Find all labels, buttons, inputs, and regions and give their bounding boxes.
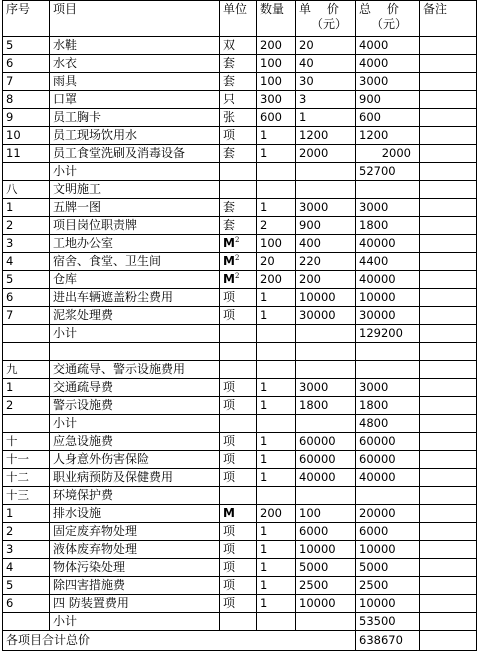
table-row [3, 127, 477, 145]
table-row [3, 361, 477, 379]
cell-total-price [356, 487, 420, 505]
cell-note [420, 307, 477, 325]
cell-note [420, 55, 477, 73]
cell-unit [220, 487, 257, 505]
table-row [3, 307, 477, 325]
cell-total-price: 20000 [356, 505, 420, 523]
cell-total-price: 53500 [356, 613, 420, 631]
cell-note [420, 541, 477, 559]
cell-unit-price: 900 [296, 217, 356, 235]
cell-note [420, 325, 477, 343]
cell-total-price: 52700 [356, 163, 420, 181]
cell-item: 雨具 [50, 73, 220, 91]
cell-item: 员工胸卡 [50, 109, 220, 127]
table-row [3, 541, 477, 559]
header-qty: 数量 [257, 1, 296, 37]
cell-total-price: 3000 [356, 199, 420, 217]
cell-seq [3, 163, 50, 181]
cell-qty: 300 [257, 91, 296, 109]
cell-seq: 6 [3, 595, 50, 613]
cell-item: 警示设施费 [50, 397, 220, 415]
cell-item: 小计 [50, 415, 220, 433]
cell-note [420, 199, 477, 217]
cell-total-price: 6000 [356, 523, 420, 541]
cell-qty [257, 343, 296, 361]
header-total-price [356, 1, 420, 37]
cell-unit: 项 [220, 397, 257, 415]
cell-note [420, 613, 477, 631]
cell-total-price [356, 181, 420, 199]
cell-unit [220, 325, 257, 343]
cell-qty: 200 [257, 505, 296, 523]
cell-unit-price: 1200 [296, 127, 356, 145]
cell-unit: 项 [220, 289, 257, 307]
table-row [3, 415, 477, 433]
cell-item: 水衣 [50, 55, 220, 73]
cell-total-price: 3000 [356, 379, 420, 397]
cell-unit: 项 [220, 433, 257, 451]
cell-qty: 1 [257, 127, 296, 145]
cell-seq: 2 [3, 523, 50, 541]
header-unit: 单位 [220, 1, 257, 37]
cell-qty: 1 [257, 577, 296, 595]
cell-total-price: 30000 [356, 307, 420, 325]
cell-note [420, 37, 477, 55]
grand-total-value: 638670 [356, 631, 420, 651]
cell-seq: 11 [3, 145, 50, 163]
cell-seq: 十二 [3, 469, 50, 487]
cell-unit: 项 [220, 559, 257, 577]
cell-total-price: 3000 [356, 73, 420, 91]
table-row [3, 55, 477, 73]
cell-note [420, 109, 477, 127]
cell-item: 小计 [50, 163, 220, 181]
cell-item: 进出车辆遮盖粉尘费用 [50, 289, 220, 307]
unit-superscript: 2 [234, 272, 240, 280]
cell-unit: 套 [220, 73, 257, 91]
cell-unit: 只 [220, 91, 257, 109]
header-seq: 序号 [3, 1, 50, 37]
cell-total-price: 4400 [356, 253, 420, 271]
cell-qty [257, 415, 296, 433]
cell-unit [220, 613, 257, 631]
cell-total-price: 10000 [356, 541, 420, 559]
cell-item: 环境保护费 [50, 487, 220, 505]
cell-qty: 1 [257, 145, 296, 163]
cell-total-price: 1800 [356, 397, 420, 415]
unit-text: M [223, 236, 235, 250]
cell-unit-price: 3000 [296, 379, 356, 397]
cell-total-price: 900 [356, 91, 420, 109]
cell-unit: 项 [220, 541, 257, 559]
cell-qty: 600 [257, 109, 296, 127]
cell-unit-price: 200 [296, 271, 356, 289]
cell-qty: 1 [257, 397, 296, 415]
cell-item: 宿舍、食堂、卫生间 [50, 253, 220, 271]
cell-seq: 2 [3, 217, 50, 235]
cell-item [50, 343, 220, 361]
cell-item: 水鞋 [50, 37, 220, 55]
cell-item: 交通疏导费 [50, 379, 220, 397]
cell-item: 液体废弃物处理 [50, 541, 220, 559]
cell-seq: 十 [3, 433, 50, 451]
cell-unit [220, 181, 257, 199]
cell-note [420, 361, 477, 379]
table-row [3, 163, 477, 181]
table-row [3, 217, 477, 235]
cell-note [420, 217, 477, 235]
cell-unit-price: 60000 [296, 451, 356, 469]
cell-qty [257, 487, 296, 505]
cell-seq: 3 [3, 541, 50, 559]
cell-total-price: 5000 [356, 559, 420, 577]
cell-qty: 20 [257, 253, 296, 271]
cell-unit: 项 [220, 577, 257, 595]
table-row [3, 595, 477, 613]
cell-seq: 8 [3, 91, 50, 109]
cell-note [420, 469, 477, 487]
cell-qty: 200 [257, 271, 296, 289]
cell-qty: 1 [257, 559, 296, 577]
cell-note [420, 415, 477, 433]
cell-item: 员工现场饮用水 [50, 127, 220, 145]
cell-note [420, 271, 477, 289]
cell-unit-price: 400 [296, 235, 356, 253]
cell-note [420, 595, 477, 613]
cell-unit-price [296, 325, 356, 343]
unit-superscript: 2 [234, 254, 240, 262]
cell-total-price: 4000 [356, 37, 420, 55]
cell-seq: 9 [3, 109, 50, 127]
cell-note [420, 559, 477, 577]
cell-item: 泥浆处理费 [50, 307, 220, 325]
cell-note [420, 181, 477, 199]
header-unit-price-unit: （元） [311, 17, 348, 31]
cell-unit [220, 361, 257, 379]
cell-item: 项目岗位职责牌 [50, 217, 220, 235]
grand-total-label: 各项目合计总价 [3, 631, 356, 651]
cell-seq: 十一 [3, 451, 50, 469]
cell-total-price: 60000 [356, 451, 420, 469]
cell-qty [257, 361, 296, 379]
table-row [3, 379, 477, 397]
cell-total-price: 40000 [356, 235, 420, 253]
cell-item: 五牌一图 [50, 199, 220, 217]
cell-note [420, 145, 477, 163]
cell-item: 物体污染处理 [50, 559, 220, 577]
cell-seq: 6 [3, 289, 50, 307]
unit-superscript: 2 [234, 236, 240, 244]
cell-unit-price [296, 487, 356, 505]
table-row [3, 181, 477, 199]
cell-unit-price: 30000 [296, 307, 356, 325]
cell-item: 仓库 [50, 271, 220, 289]
cell-unit-price: 2500 [296, 577, 356, 595]
cell-item: 工地办公室 [50, 235, 220, 253]
cell-unit-price: 1 [296, 109, 356, 127]
cell-unit: 套 [220, 145, 257, 163]
cell-item: 交通疏导、警示设施费用 [50, 361, 220, 379]
cell-seq: 4 [3, 559, 50, 577]
cell-unit: 套 [220, 217, 257, 235]
cell-note [420, 397, 477, 415]
cell-total-price: 129200 [356, 325, 420, 343]
cell-unit-price: 3 [296, 91, 356, 109]
cell-seq [3, 343, 50, 361]
cell-note [420, 235, 477, 253]
table-row [3, 271, 477, 289]
cell-seq: 2 [3, 397, 50, 415]
cell-unit-price: 6000 [296, 523, 356, 541]
table-row [3, 397, 477, 415]
table-row [3, 73, 477, 91]
cell-unit [220, 415, 257, 433]
cell-unit-price: 30 [296, 73, 356, 91]
cell-qty: 1 [257, 541, 296, 559]
cell-seq [3, 415, 50, 433]
cell-item: 小计 [50, 325, 220, 343]
table-row [3, 145, 477, 163]
cell-unit-price: 220 [296, 253, 356, 271]
cell-qty [257, 613, 296, 631]
cell-unit-price [296, 415, 356, 433]
cell-seq: 7 [3, 73, 50, 91]
cell-unit-price [296, 613, 356, 631]
cell-unit: 项 [220, 379, 257, 397]
cell-note [420, 523, 477, 541]
cell-total-price: 1800 [356, 217, 420, 235]
cell-unit-price: 5000 [296, 559, 356, 577]
cell-note [420, 289, 477, 307]
table-row [3, 523, 477, 541]
cell-unit-price: 40000 [296, 469, 356, 487]
table-row [3, 343, 477, 361]
cell-total-price: 600 [356, 109, 420, 127]
cell-qty: 1 [257, 307, 296, 325]
cell-unit-price: 10000 [296, 541, 356, 559]
cell-qty: 1 [257, 595, 296, 613]
cell-total-price: 4800 [356, 415, 420, 433]
table-row [3, 451, 477, 469]
cell-qty: 100 [257, 73, 296, 91]
cell-item: 职业病预防及保健费用 [50, 469, 220, 487]
cell-item: 员工食堂洗刷及消毒设备 [50, 145, 220, 163]
cell-note [420, 379, 477, 397]
cell-total-price [356, 343, 420, 361]
cell-seq [3, 325, 50, 343]
cell-note [420, 487, 477, 505]
header-item: 项目 [50, 1, 220, 37]
cell-total-price: 4000 [356, 55, 420, 73]
cell-seq: 7 [3, 307, 50, 325]
cell-qty [257, 163, 296, 181]
cell-unit: M [220, 505, 257, 523]
unit-text: M [223, 254, 235, 268]
cell-seq: 3 [3, 235, 50, 253]
cell-unit: 项 [220, 127, 257, 145]
cell-unit-price: 1800 [296, 397, 356, 415]
unit-text: M [223, 272, 235, 286]
grand-total-row [3, 631, 477, 651]
table-row [3, 289, 477, 307]
cell-unit [220, 271, 257, 289]
cell-note [420, 253, 477, 271]
cell-unit: 项 [220, 523, 257, 541]
cell-total-price: 40000 [356, 271, 420, 289]
table-row [3, 91, 477, 109]
cell-item: 除四害措施费 [50, 577, 220, 595]
table-row [3, 559, 477, 577]
table-row [3, 433, 477, 451]
cell-unit-price: 40 [296, 55, 356, 73]
table-row [3, 235, 477, 253]
table-row [3, 199, 477, 217]
cell-unit-price [296, 361, 356, 379]
cell-unit: 套 [220, 199, 257, 217]
cell-note [420, 343, 477, 361]
cell-note [420, 127, 477, 145]
cell-seq: 十三 [3, 487, 50, 505]
cell-note [420, 163, 477, 181]
cell-unit [220, 163, 257, 181]
table-row [3, 469, 477, 487]
cell-unit: 套 [220, 55, 257, 73]
cell-seq: 4 [3, 253, 50, 271]
cell-unit-price [296, 163, 356, 181]
cell-item: 口罩 [50, 91, 220, 109]
cell-unit: 双 [220, 37, 257, 55]
cell-qty: 2 [257, 217, 296, 235]
cell-unit-price [296, 181, 356, 199]
table-row [3, 613, 477, 631]
cell-seq: 5 [3, 37, 50, 55]
cell-item: 四 防装置费用 [50, 595, 220, 613]
table-row [3, 577, 477, 595]
cell-unit: 项 [220, 469, 257, 487]
cell-item: 应急设施费 [50, 433, 220, 451]
cell-unit [220, 253, 257, 271]
cell-qty: 1 [257, 451, 296, 469]
cell-unit-price: 60000 [296, 433, 356, 451]
cell-item: 文明施工 [50, 181, 220, 199]
table-row [3, 37, 477, 55]
header-row [3, 1, 477, 37]
cell-unit-price: 2000 [296, 145, 356, 163]
cell-qty: 1 [257, 199, 296, 217]
header-total-price-unit: （元） [371, 17, 408, 31]
cell-unit-price: 3000 [296, 199, 356, 217]
cost-table [2, 0, 477, 651]
cell-total-price: 10000 [356, 595, 420, 613]
cell-unit: 张 [220, 109, 257, 127]
cell-unit-price: 10000 [296, 289, 356, 307]
cell-total-price: 10000 [356, 289, 420, 307]
cell-qty: 100 [257, 55, 296, 73]
table-row [3, 505, 477, 523]
table-row [3, 253, 477, 271]
cell-qty: 200 [257, 37, 296, 55]
cell-qty [257, 181, 296, 199]
cell-qty: 1 [257, 379, 296, 397]
cell-seq: 九 [3, 361, 50, 379]
cell-total-price: 1200 [356, 127, 420, 145]
cell-note [420, 631, 477, 651]
cell-qty: 1 [257, 289, 296, 307]
cell-seq: 1 [3, 199, 50, 217]
header-note: 备注 [420, 1, 477, 37]
cell-total-price: 2500 [356, 577, 420, 595]
cell-unit-price: 100 [296, 505, 356, 523]
cell-note [420, 73, 477, 91]
cell-qty [257, 325, 296, 343]
cell-seq: 1 [3, 505, 50, 523]
cell-total-price: 2000 [356, 145, 420, 163]
cell-qty: 100 [257, 235, 296, 253]
cell-total-price: 60000 [356, 433, 420, 451]
table-row [3, 109, 477, 127]
cell-unit-price [296, 343, 356, 361]
cell-note [420, 433, 477, 451]
cell-note [420, 577, 477, 595]
cell-unit-price: 10000 [296, 595, 356, 613]
cell-seq: 10 [3, 127, 50, 145]
cell-seq: 1 [3, 379, 50, 397]
cell-unit-price: 20 [296, 37, 356, 55]
cell-note [420, 451, 477, 469]
cell-qty: 1 [257, 469, 296, 487]
cell-qty: 1 [257, 433, 296, 451]
header-unit-price [296, 1, 356, 37]
cell-total-price: 40000 [356, 469, 420, 487]
cell-seq: 5 [3, 577, 50, 595]
cell-unit [220, 235, 257, 253]
cell-total-price [356, 361, 420, 379]
cell-item: 排水设施 [50, 505, 220, 523]
cell-seq: 6 [3, 55, 50, 73]
cell-seq: 5 [3, 271, 50, 289]
cell-unit: 项 [220, 595, 257, 613]
table-row [3, 487, 477, 505]
cell-note [420, 91, 477, 109]
cell-unit: 项 [220, 307, 257, 325]
header-unit-price-label: 单 价 [299, 2, 345, 16]
header-total-price-label: 总 价 [359, 2, 405, 16]
cell-unit [220, 343, 257, 361]
cell-item: 固定废弃物处理 [50, 523, 220, 541]
cell-seq: 八 [3, 181, 50, 199]
table-row [3, 325, 477, 343]
cell-item: 人身意外伤害保险 [50, 451, 220, 469]
cell-qty: 1 [257, 523, 296, 541]
cell-unit: 项 [220, 451, 257, 469]
cell-note [420, 505, 477, 523]
cell-item: 小计 [50, 613, 220, 631]
cell-seq [3, 613, 50, 631]
